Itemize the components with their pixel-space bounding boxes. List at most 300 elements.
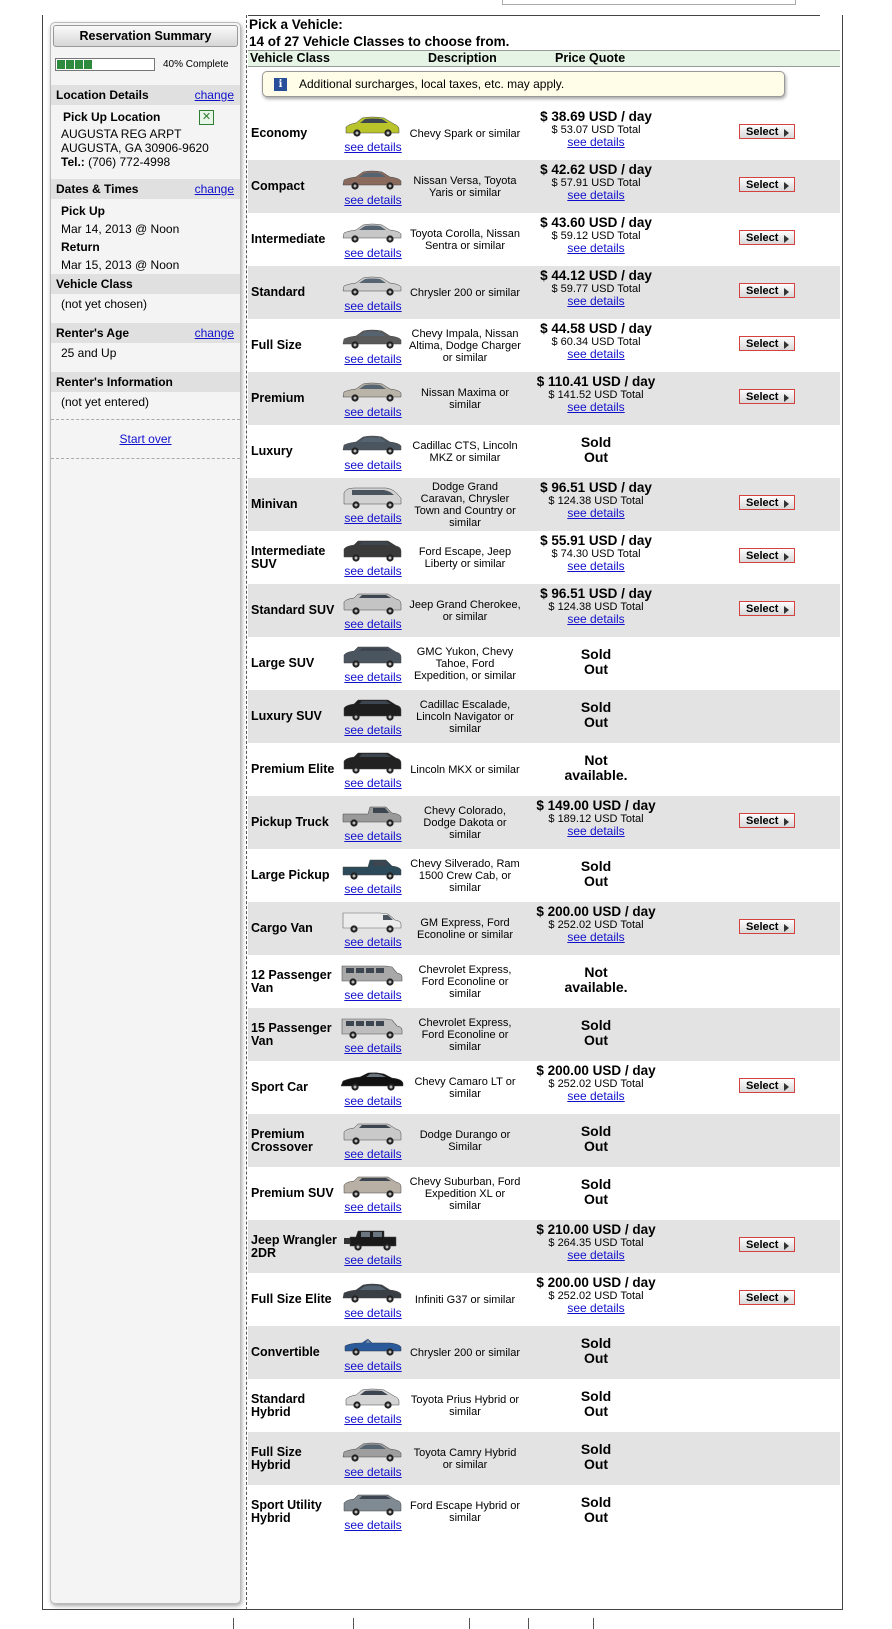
vehicle-description: Chevy Spark or similar	[409, 127, 521, 140]
vehicle-see-details-link[interactable]: see details	[344, 193, 402, 207]
vehicle-row	[248, 1432, 840, 1485]
vehicle-image	[340, 433, 404, 457]
pickup-datetime: Mar 14, 2013 @ Noon	[61, 222, 180, 236]
select-button-label: Select	[746, 285, 779, 297]
vehicle-class-name: Compact	[251, 179, 305, 193]
price-see-details-link[interactable]: see details	[567, 930, 625, 944]
price-per-day: $ 44.58 USD / day	[540, 321, 652, 336]
vehicle-class-name: Intermediate	[251, 232, 326, 246]
vehicle-see-details-link[interactable]: see details	[344, 511, 402, 525]
price-see-details-link[interactable]: see details	[567, 612, 625, 626]
vehicle-image	[340, 1440, 404, 1464]
return-datetime: Mar 15, 2013 @ Noon	[61, 258, 180, 272]
availability-status: Sold Out	[580, 1017, 612, 1048]
vehicle-description: Nissan Versa, Toyota Yaris or similar	[413, 174, 517, 199]
vehicle-class-name: Premium SUV	[251, 1186, 334, 1200]
arrow-right-icon	[784, 341, 789, 349]
see-details-link	[335, 1200, 411, 1214]
price-see-details-link[interactable]: see details	[567, 188, 625, 202]
price-total: $ 252.02 USD Total	[548, 919, 644, 931]
select-button[interactable]	[739, 177, 795, 192]
select-button[interactable]	[739, 919, 795, 934]
vehicle-class-name: Intermediate SUV	[251, 543, 326, 571]
top-box-fragment	[502, 0, 796, 5]
vehicle-class-name: 15 Passenger Van	[251, 1020, 332, 1048]
vehicle-see-details-link[interactable]: see details	[344, 617, 402, 631]
price-see-details-link[interactable]: see details	[567, 506, 625, 520]
page-subtitle: 14 of 27 Vehicle Classes to choose from.	[249, 34, 510, 49]
select-button-label: Select	[746, 1239, 779, 1251]
vehicle-image	[340, 910, 404, 934]
vehicle-class-name: Convertible	[251, 1345, 320, 1359]
price-total: $ 252.02 USD Total	[548, 1078, 644, 1090]
vehicle-description: Toyota Camry Hybrid or similar	[413, 1446, 517, 1471]
vehicle-image	[340, 1228, 404, 1252]
select-button[interactable]	[739, 813, 795, 828]
renters-age-header	[51, 323, 240, 343]
location-phone: Tel.: (706) 772-4998	[61, 155, 171, 169]
vehicle-row	[248, 902, 840, 955]
price-quote	[516, 798, 676, 838]
vehicle-image	[340, 804, 404, 828]
see-details-link	[335, 352, 411, 366]
section-heading: Vehicle Class	[56, 277, 133, 291]
vehicle-see-details-link[interactable]: see details	[344, 882, 402, 896]
see-details-link	[335, 723, 411, 737]
vehicle-row	[248, 1273, 840, 1326]
vehicle-see-details-link[interactable]: see details	[344, 140, 402, 154]
vehicle-see-details-link[interactable]: see details	[344, 1041, 402, 1055]
price-quote	[516, 321, 676, 361]
vehicle-see-details-link[interactable]: see details	[344, 670, 402, 684]
vehicle-row	[248, 478, 840, 531]
notice-text: Additional surcharges, local taxes, etc. may apply.	[299, 77, 565, 91]
select-button[interactable]	[739, 283, 795, 298]
vehicle-image	[340, 274, 404, 298]
vehicle-image	[340, 592, 404, 616]
vehicle-description: Dodge Grand Caravan, Chrysler Town and Country or similar	[414, 480, 516, 529]
see-details-link	[335, 246, 411, 260]
vehicle-class-name: Premium Crossover	[251, 1126, 313, 1154]
vehicle-class-name: Premium Elite	[251, 762, 335, 776]
price-per-day: $ 44.12 USD / day	[540, 268, 652, 283]
pickup-location-label: Pick Up Location	[63, 110, 161, 124]
see-details-link	[335, 140, 411, 154]
arrow-right-icon	[784, 500, 789, 508]
panel-title: Reservation Summary	[53, 25, 238, 47]
vehicle-see-details-link[interactable]: see details	[344, 1094, 402, 1108]
price-per-day: $ 200.00 USD / day	[536, 904, 656, 919]
vehicle-row	[248, 1114, 840, 1167]
price-per-day: $ 200.00 USD / day	[536, 1275, 656, 1290]
price-see-details-link[interactable]: see details	[567, 400, 625, 414]
price-total: $ 264.35 USD Total	[548, 1237, 644, 1249]
see-details-link	[335, 988, 411, 1002]
price-per-day: $ 96.51 USD / day	[540, 586, 652, 601]
progress-segment	[57, 60, 65, 69]
vehicle-class-name: Sport Car	[251, 1080, 308, 1094]
price-quote	[516, 1222, 676, 1262]
price-quote	[516, 586, 676, 626]
select-button-label: Select	[746, 126, 779, 138]
vehicle-see-details-link[interactable]: see details	[344, 352, 402, 366]
vehicle-description: Infiniti G37 or similar	[414, 1293, 516, 1306]
vehicle-see-details-link[interactable]: see details	[344, 564, 402, 578]
select-button[interactable]	[739, 1078, 795, 1093]
price-see-details-link[interactable]: see details	[567, 135, 625, 149]
location-details-header	[51, 85, 240, 105]
see-details-link	[335, 776, 411, 790]
vehicle-class-name: Standard	[251, 285, 306, 299]
price-total: $ 57.91 USD Total	[551, 177, 641, 189]
vehicle-see-details-link[interactable]: see details	[344, 1518, 402, 1532]
see-details-link	[335, 1359, 411, 1373]
see-details-link	[335, 1412, 411, 1426]
vehicle-image	[340, 857, 404, 881]
col-vehicle-class: Vehicle Class	[250, 51, 330, 65]
see-details-link	[335, 1094, 411, 1108]
vehicle-see-details-link[interactable]: see details	[344, 1306, 402, 1320]
progress-segment	[66, 60, 74, 69]
vehicle-image	[340, 1122, 404, 1146]
arrow-right-icon	[784, 924, 789, 932]
see-details-link	[335, 1253, 411, 1267]
column-divider	[246, 15, 247, 1610]
section-heading: Dates & Times	[56, 182, 139, 196]
vehicle-see-details-link[interactable]: see details	[344, 1359, 402, 1373]
vehicle-row	[248, 1008, 840, 1061]
vehicle-row	[248, 849, 840, 902]
vehicle-see-details-link[interactable]: see details	[344, 1465, 402, 1479]
select-button-label: Select	[746, 232, 779, 244]
section-heading: Location Details	[56, 88, 149, 102]
price-total: $ 59.77 USD Total	[551, 283, 641, 295]
vehicle-row	[248, 1061, 840, 1114]
see-details-link	[335, 299, 411, 313]
availability-status: Sold Out	[580, 1176, 612, 1207]
see-details-link	[335, 670, 411, 684]
price-quote	[516, 904, 676, 944]
see-details-link	[335, 405, 411, 419]
vehicle-description: Ford Escape, Jeep Liberty or similar	[418, 545, 512, 570]
arrow-right-icon	[784, 235, 789, 243]
price-quote	[516, 374, 676, 414]
price-per-day: $ 96.51 USD / day	[540, 480, 652, 495]
see-details-link	[335, 1306, 411, 1320]
availability-status: Sold Out	[580, 1494, 612, 1525]
vehicle-see-details-link[interactable]: see details	[344, 299, 402, 313]
footer-tick	[233, 1618, 234, 1629]
return-label: Return	[61, 240, 100, 254]
select-button-label: Select	[746, 391, 779, 403]
vehicle-description: Jeep Grand Cherokee, or similar	[409, 598, 521, 623]
vehicle-class-name: Full Size	[251, 338, 302, 352]
vehicle-class-name: Economy	[251, 126, 308, 140]
vehicle-description: Chevrolet Express, Ford Econoline or similar	[418, 963, 512, 1000]
price-total: $ 252.02 USD Total	[548, 1290, 644, 1302]
arrow-right-icon	[784, 1295, 789, 1303]
vehicle-see-details-link[interactable]: see details	[344, 458, 402, 472]
vehicle-row	[248, 955, 840, 1008]
availability-status: Not available.	[564, 964, 628, 995]
vehicle-row	[248, 266, 840, 319]
col-description: Description	[428, 51, 497, 65]
vehicle-class-name: Luxury	[251, 444, 293, 458]
vehicle-image	[340, 380, 404, 404]
vehicle-row	[248, 743, 840, 796]
map-icon[interactable]: ✕	[199, 110, 214, 125]
vehicle-class-name: Large Pickup	[251, 868, 330, 882]
select-button-label: Select	[746, 179, 779, 191]
availability-status: Sold Out	[580, 646, 612, 677]
change-location-link[interactable]: change	[194, 88, 234, 102]
vehicle-class-name: Pickup Truck	[251, 815, 329, 829]
price-total: $ 59.12 USD Total	[551, 230, 641, 242]
renters-info-header	[51, 372, 240, 392]
price-quote	[516, 109, 676, 149]
price-quote	[516, 215, 676, 255]
vehicle-class-name: Large SUV	[251, 656, 315, 670]
price-see-details-link[interactable]: see details	[567, 824, 625, 838]
see-details-link	[335, 1518, 411, 1532]
vehicle-see-details-link[interactable]: see details	[344, 988, 402, 1002]
vehicle-image	[340, 698, 404, 722]
vehicle-image	[340, 1387, 404, 1411]
arrow-right-icon	[784, 818, 789, 826]
see-details-link	[335, 564, 411, 578]
select-button[interactable]	[739, 1237, 795, 1252]
location-line1: AUGUSTA REG ARPT	[61, 127, 182, 141]
availability-status: Sold Out	[580, 1388, 612, 1419]
arrow-right-icon	[784, 1083, 789, 1091]
select-button[interactable]	[739, 601, 795, 616]
select-button[interactable]	[739, 1290, 795, 1305]
price-total: $ 60.34 USD Total	[551, 336, 641, 348]
vehicle-image	[340, 327, 404, 351]
select-button-label: Select	[746, 815, 779, 827]
price-per-day: $ 55.91 USD / day	[540, 533, 652, 548]
vehicle-image	[340, 221, 404, 245]
vehicle-class-name: Minivan	[251, 497, 298, 511]
vehicle-description: Dodge Durango or Similar	[419, 1128, 511, 1153]
vehicle-row	[248, 1167, 840, 1220]
vehicle-image	[340, 539, 404, 563]
select-button[interactable]	[739, 230, 795, 245]
price-total: $ 53.07 USD Total	[551, 124, 641, 136]
renters-info-body	[51, 392, 240, 415]
vehicle-row	[248, 160, 840, 213]
availability-status: Not available.	[564, 752, 628, 783]
footer-tick	[469, 1618, 470, 1629]
select-button[interactable]	[739, 548, 795, 563]
surcharge-notice	[262, 71, 785, 97]
vehicle-row	[248, 1485, 840, 1538]
vehicle-image	[340, 1493, 404, 1517]
start-over-link[interactable]: Start over	[119, 432, 172, 446]
select-button[interactable]	[739, 495, 795, 510]
vehicle-description: GM Express, Ford Econoline or similar	[417, 916, 513, 941]
price-per-day: $ 110.41 USD / day	[536, 374, 656, 389]
vehicle-image	[340, 751, 404, 775]
price-total: $ 124.38 USD Total	[548, 495, 644, 507]
availability-status: Sold Out	[580, 858, 612, 889]
price-see-details-link[interactable]: see details	[567, 1089, 625, 1103]
arrow-right-icon	[784, 1242, 789, 1250]
price-per-day: $ 43.60 USD / day	[540, 215, 652, 230]
vehicle-image	[340, 168, 404, 192]
price-quote	[516, 1063, 676, 1103]
progress-segment	[75, 60, 83, 69]
vehicle-see-details-link[interactable]: see details	[344, 829, 402, 843]
vehicle-description: Chevy Silverado, Ram 1500 Crew Cab, or similar	[410, 857, 520, 894]
see-details-link	[335, 511, 411, 525]
vehicle-row	[248, 690, 840, 743]
renters-info-value: (not yet entered)	[61, 395, 150, 409]
vehicle-description: Chevy Suburban, Ford Expedition XL or similar	[409, 1175, 521, 1212]
vehicle-description: Cadillac CTS, Lincoln MKZ or similar	[412, 439, 518, 464]
vehicle-see-details-link[interactable]: see details	[344, 246, 402, 260]
select-button[interactable]	[739, 389, 795, 404]
vehicle-image	[340, 115, 404, 139]
vehicle-see-details-link[interactable]: see details	[344, 1147, 402, 1161]
price-total: $ 189.12 USD Total	[548, 813, 644, 825]
vehicle-image	[340, 1069, 404, 1093]
vehicle-row	[248, 1220, 840, 1273]
section-heading: Renter's Age	[56, 326, 130, 340]
price-per-day: $ 149.00 USD / day	[536, 798, 656, 813]
vehicle-class-name: Jeep Wrangler 2DR	[251, 1232, 337, 1260]
vehicle-selection	[248, 15, 840, 67]
price-quote	[516, 268, 676, 308]
page-title: Pick a Vehicle:	[249, 17, 343, 32]
price-quote	[516, 480, 676, 520]
renters-age-body	[51, 343, 240, 366]
vehicle-description: Lincoln MKX or similar	[410, 763, 520, 776]
section-heading: Renter's Information	[56, 375, 173, 389]
vehicle-image	[340, 645, 404, 669]
see-details-link	[335, 193, 411, 207]
see-details-link	[335, 1147, 411, 1161]
vehicle-description: Toyota Corolla, Nissan Sentra or similar	[409, 227, 521, 252]
price-see-details-link[interactable]: see details	[567, 559, 625, 573]
vehicle-see-details-link[interactable]: see details	[344, 935, 402, 949]
change-dates-link[interactable]: change	[194, 182, 234, 196]
change-age-link[interactable]: change	[194, 326, 234, 340]
arrow-right-icon	[784, 129, 789, 137]
vehicle-row	[248, 637, 840, 690]
price-per-day: $ 42.62 USD / day	[540, 162, 652, 177]
dates-times-header	[51, 179, 240, 199]
price-total: $ 124.38 USD Total	[548, 601, 644, 613]
vehicle-see-details-link[interactable]: see details	[344, 1200, 402, 1214]
vehicle-class-header	[51, 274, 240, 294]
availability-status: Sold Out	[580, 699, 612, 730]
arrow-right-icon	[784, 553, 789, 561]
select-button[interactable]	[739, 124, 795, 139]
select-button-label: Select	[746, 1080, 779, 1092]
select-button-label: Select	[746, 921, 779, 933]
see-details-link	[335, 458, 411, 472]
vehicle-class-name: Full Size Elite	[251, 1292, 332, 1306]
arrow-right-icon	[784, 394, 789, 402]
vehicle-description: Chrysler 200 or similar	[409, 286, 521, 299]
vehicle-image	[340, 1281, 404, 1305]
vehicle-see-details-link[interactable]: see details	[344, 723, 402, 737]
progress-text: 40% Complete	[163, 58, 229, 70]
footer-tick	[353, 1618, 354, 1629]
vehicle-row	[248, 425, 840, 478]
col-price-quote: Price Quote	[555, 51, 626, 65]
vehicle-image	[340, 1016, 404, 1040]
availability-status: Sold Out	[580, 1335, 612, 1366]
price-see-details-link[interactable]: see details	[567, 347, 625, 361]
vehicle-row	[248, 1379, 840, 1432]
vehicle-class-name: Premium	[251, 391, 305, 405]
vehicle-class-name: 12 Passenger Van	[251, 967, 332, 995]
vehicle-row	[248, 531, 840, 584]
price-per-day: $ 38.69 USD / day	[540, 109, 652, 124]
price-per-day: $ 210.00 USD / day	[536, 1222, 656, 1237]
price-see-details-link[interactable]: see details	[567, 1301, 625, 1315]
vehicle-list	[248, 107, 840, 1538]
vehicle-row	[248, 796, 840, 849]
price-see-details-link[interactable]: see details	[567, 294, 625, 308]
vehicle-see-details-link[interactable]: see details	[344, 1412, 402, 1426]
start-over-section	[51, 419, 240, 459]
arrow-right-icon	[784, 288, 789, 296]
arrow-right-icon	[784, 606, 789, 614]
reservation-summary-panel	[50, 22, 241, 1604]
price-quote	[516, 533, 676, 573]
see-details-link	[335, 1041, 411, 1055]
availability-status: Sold Out	[580, 1441, 612, 1472]
dates-times-body	[51, 199, 240, 280]
see-details-link	[335, 617, 411, 631]
vehicle-image	[340, 1334, 404, 1358]
select-button[interactable]	[739, 336, 795, 351]
see-details-link	[335, 882, 411, 896]
select-button-label: Select	[746, 338, 779, 350]
vehicle-description: Nissan Maxima or similar	[420, 386, 510, 411]
vehicle-see-details-link[interactable]: see details	[344, 776, 402, 790]
price-per-day: $ 200.00 USD / day	[536, 1063, 656, 1078]
price-quote	[516, 1275, 676, 1315]
vehicle-image	[340, 486, 404, 510]
vehicle-see-details-link[interactable]: see details	[344, 405, 402, 419]
vehicle-class-name: Luxury SUV	[251, 709, 322, 723]
vehicle-description	[409, 1220, 521, 1273]
vehicle-row	[248, 1326, 840, 1379]
vehicle-row	[248, 584, 840, 637]
location-details-body	[51, 105, 240, 175]
price-see-details-link[interactable]: see details	[567, 241, 625, 255]
price-total: $ 74.30 USD Total	[551, 548, 641, 560]
vehicle-class-name: Cargo Van	[251, 921, 313, 935]
select-button-label: Select	[746, 497, 779, 509]
location-line2: AUGUSTA, GA 30906-9620	[61, 141, 209, 155]
progress-bar	[55, 58, 155, 71]
vehicle-description: Chevy Camaro LT or similar	[414, 1075, 516, 1100]
footer-tick	[528, 1618, 529, 1629]
availability-status: Sold Out	[580, 434, 612, 465]
vehicle-description: Cadillac Escalade, Lincoln Navigator or similar	[416, 698, 514, 735]
see-details-link	[335, 829, 411, 843]
price-see-details-link[interactable]: see details	[567, 1248, 625, 1262]
vehicle-class-name: Standard SUV	[251, 603, 335, 617]
select-button-label: Select	[746, 1292, 779, 1304]
vehicle-see-details-link[interactable]: see details	[344, 1253, 402, 1267]
footer-tick	[593, 1618, 594, 1629]
